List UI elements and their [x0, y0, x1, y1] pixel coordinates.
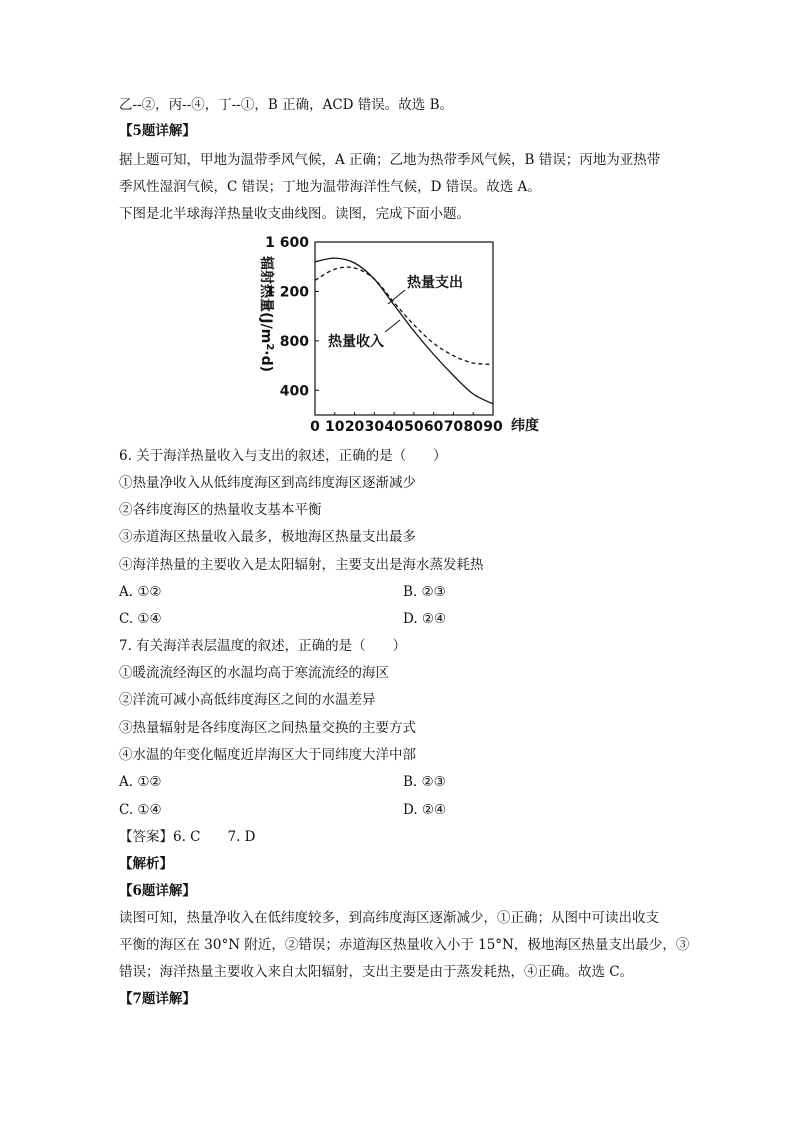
annotation-expense: 热量支出 — [407, 275, 463, 291]
answer-line: 【答案】6. C 7. D — [119, 829, 256, 845]
q6-option-d: D. ②④ — [403, 611, 447, 627]
y-tick-label: 800 — [279, 333, 309, 350]
q7-item-3: ③热量辐射是各纬度海区之间热量交换的主要方式 — [119, 720, 416, 736]
text-line: 乙--②，丙--④，丁--①，B 正确，ACD 错误。故选 B。 — [119, 97, 453, 113]
y-tick-label: 400 — [279, 383, 309, 400]
q7-stem: 7. 有关海洋表层温度的叙述，正确的是（ ） — [119, 638, 407, 654]
y-axis-label: 辐射热量$(J/m^2\cdot d)$ — [258, 256, 275, 373]
heat-budget-chart — [240, 228, 560, 438]
annotation-leader-expense — [388, 290, 405, 304]
q6-item-3: ③赤道海区热量收入最多，极地海区热量支出最多 — [119, 529, 416, 545]
q6-option-b: B. ②③ — [403, 584, 446, 600]
q7-item-1: ①暖流流经海区的水温均高于寒流流经的海区 — [119, 665, 389, 681]
analysis-text-line: 读图可知，热量净收入在低纬度较多，到高纬度海区逐渐减少，①正确；从图中可读出收支 — [119, 910, 659, 926]
x-tick-label: 20 — [344, 419, 365, 435]
y-tick-label: 1 200 — [265, 284, 309, 301]
y-tick-label: 1 600 — [265, 235, 309, 251]
q6-stem: 6. 关于海洋热量收入与支出的叙述，正确的是（ ） — [119, 448, 447, 464]
series-income-line — [315, 258, 493, 404]
q7-option-c: C. ①④ — [119, 802, 162, 818]
x-tick-label: 50 — [404, 419, 424, 435]
q7-item-2: ②洋流可减小高低纬度海区之间的水温差异 — [119, 692, 376, 708]
x-tick-label: 90 — [483, 419, 503, 435]
analysis-text-line: 错误；海洋热量主要收入来自太阳辐射，支出主要是由于蒸发耗热，④正确。故选 C。 — [119, 964, 634, 980]
q6-detail-header: 【6题详解】 — [119, 883, 196, 899]
chart-intro: 下图是北半球海洋热量收支曲线图。读图，完成下面小题。 — [119, 206, 470, 222]
q6-item-1: ①热量净收入从低纬度海区到高纬度海区逐渐减少 — [119, 475, 416, 491]
x-tick-label: 0 — [310, 419, 320, 435]
q6-option-c: C. ①④ — [119, 611, 162, 627]
q6-item-2: ②各纬度海区的热量收支基本平衡 — [119, 502, 322, 518]
x-tick-label: 10 — [325, 419, 345, 435]
x-tick-label: 30 — [364, 419, 385, 435]
q7-option-d: D. ②④ — [403, 802, 447, 818]
x-tick-label: 60 — [423, 419, 444, 435]
x-tick-label: 40 — [384, 419, 404, 435]
q6-item-4: ④海洋热量的主要收入是太阳辐射，主要支出是海水蒸发耗热 — [119, 557, 484, 573]
annotation-income: 热量收入 — [328, 334, 384, 350]
q7-item-4: ④水温的年变化幅度近岸海区大于同纬度大洋中部 — [119, 747, 416, 763]
annotation-leader-income — [385, 320, 400, 332]
x-axis-label: 纬度 — [511, 418, 539, 434]
analysis-header: 【解析】 — [119, 856, 173, 872]
q6-option-a: A. ①② — [119, 584, 162, 600]
q7-detail-header: 【7题详解】 — [119, 991, 196, 1007]
text-line: 据上题可知，甲地为温带季风气候，A 正确；乙地为热带季风气候，B 错误；丙地为亚热带 — [119, 152, 661, 168]
q7-option-a: A. ①② — [119, 774, 162, 790]
q5-detail-header: 【5题详解】 — [119, 123, 196, 139]
x-tick-label: 80 — [463, 419, 483, 435]
analysis-text-line: 平衡的海区在 30°N 附近，②错误；赤道海区热量收入小于 15°N，极地海区热量支出最少，③ — [119, 937, 690, 953]
x-tick-label: 70 — [443, 419, 464, 435]
q7-option-b: B. ②③ — [403, 774, 446, 790]
text-line: 季风性湿润气候，C 错误；丁地为温带海洋性气候，D 错误。故选 A。 — [119, 179, 541, 195]
